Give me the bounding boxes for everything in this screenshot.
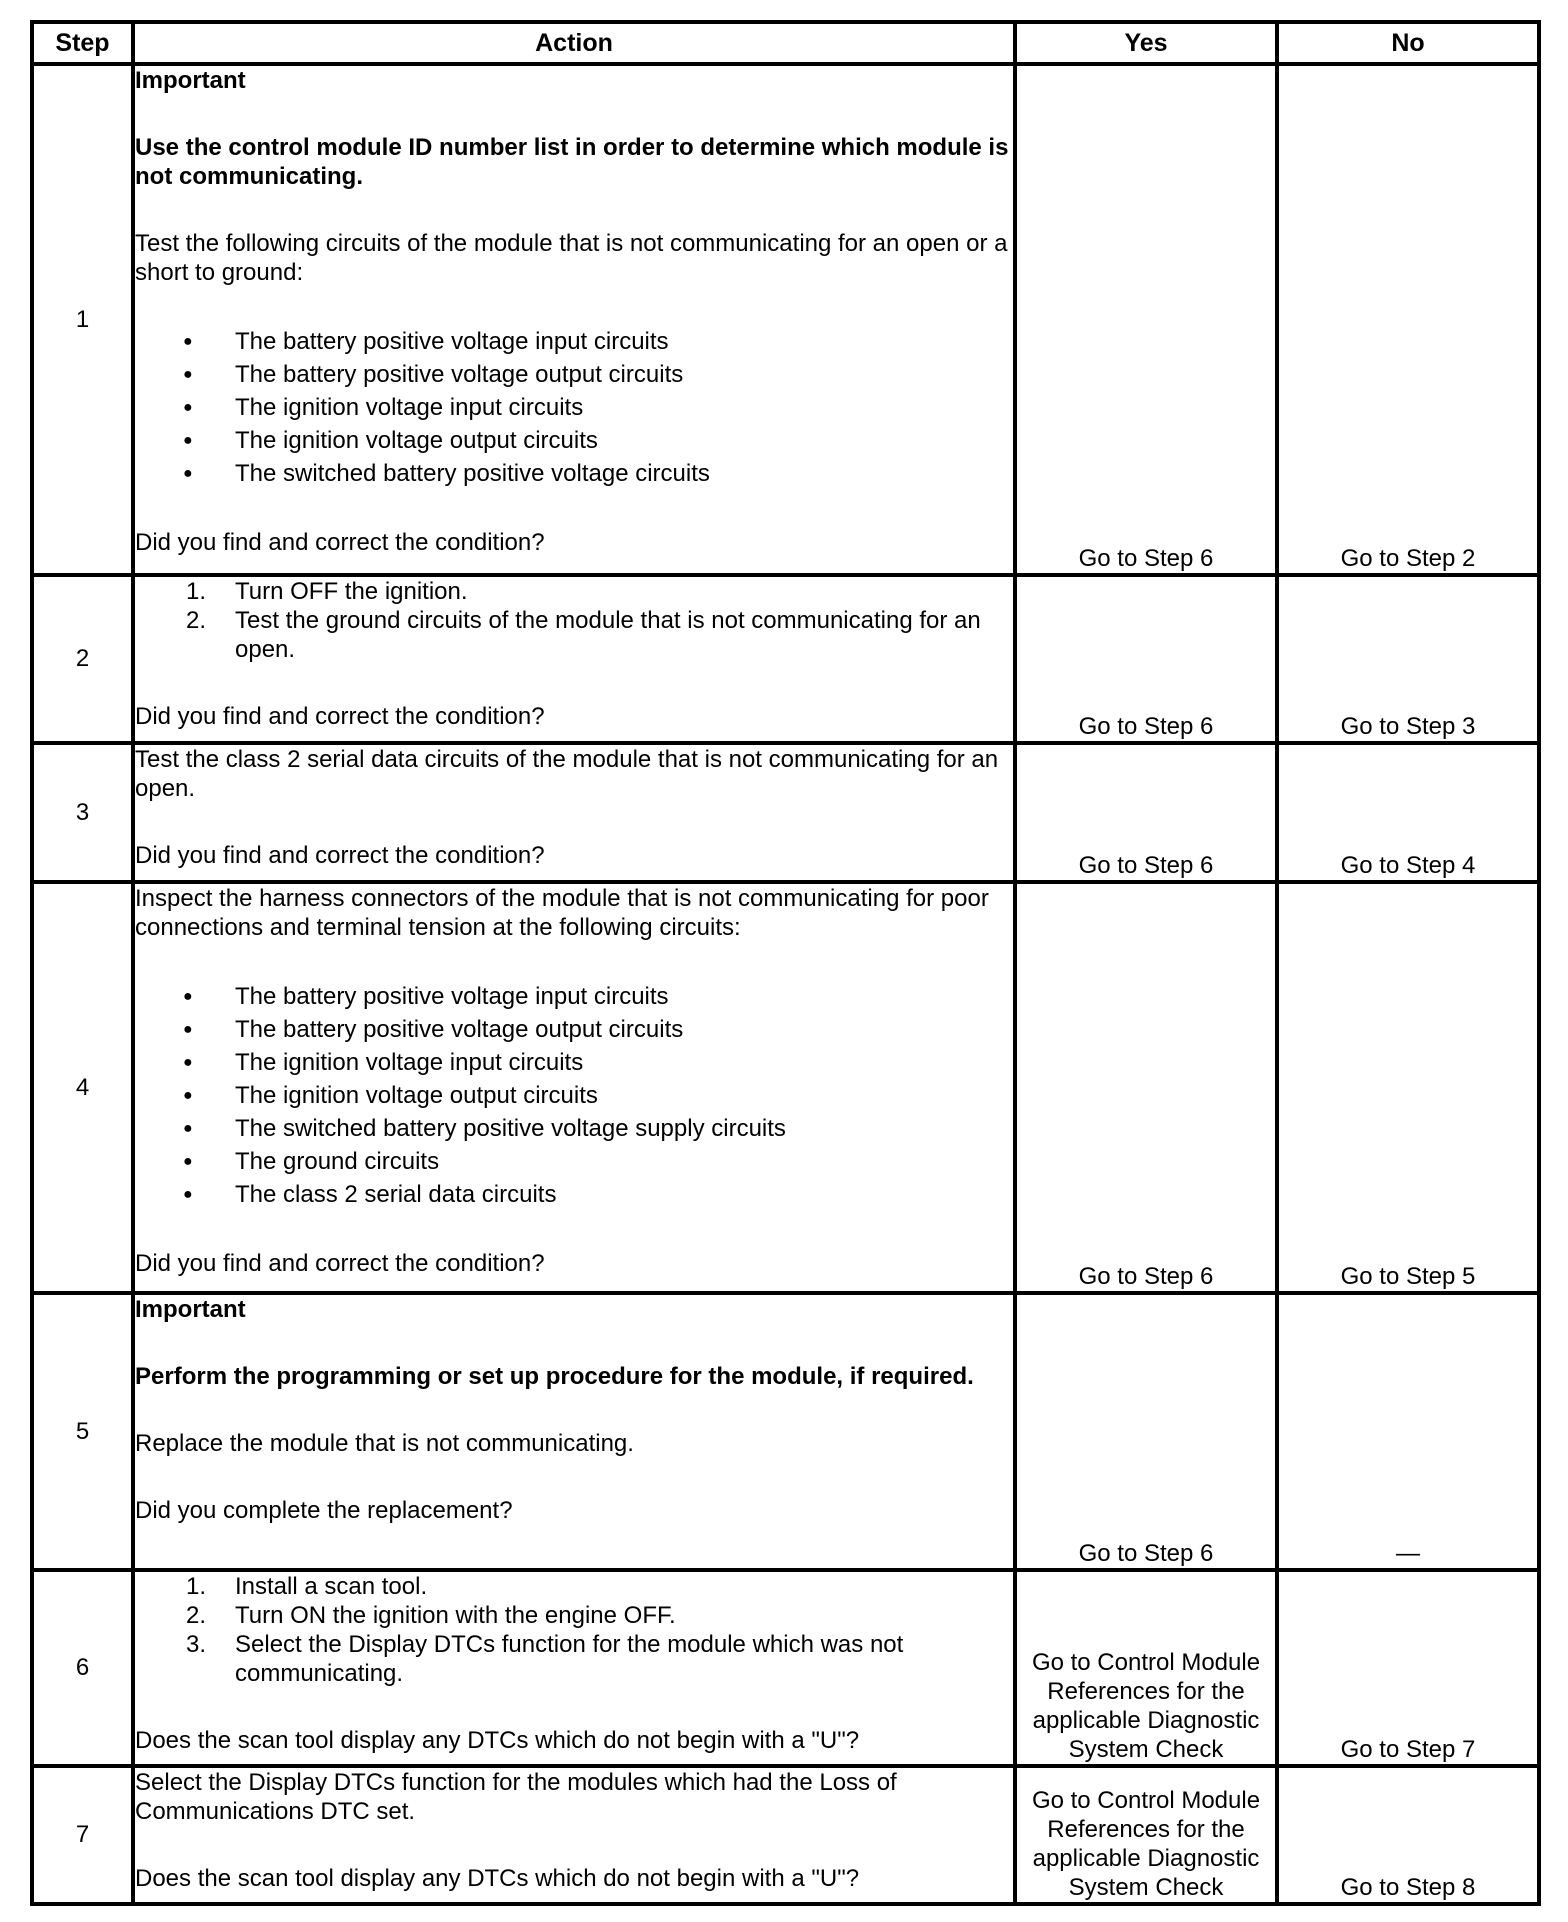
step-row-2: [32, 575, 1539, 743]
yes-result: Go to Step 6: [1015, 64, 1277, 575]
procedure-list: [135, 1572, 1013, 1688]
no-result: Go to Step 8: [1277, 1766, 1539, 1904]
yes-result: Go to Control Module References for the applicable Diagnostic System Check: [1015, 1766, 1277, 1904]
list-item: ● The ignition voltage output circuits: [135, 424, 1013, 457]
action-intro: Test the following circuits of the module that is not communicating for an open or a short to ground:: [135, 230, 1008, 286]
question-text: Does the scan tool display any DTCs which do not begin with a "U"?: [135, 1727, 860, 1754]
action-cell: [133, 575, 1015, 743]
header-yes: Yes: [1015, 22, 1277, 64]
step-number: 1: [32, 64, 133, 575]
question-text: Did you complete the replacement?: [135, 1497, 513, 1524]
step-number: 3: [32, 743, 133, 882]
important-text: Perform the programming or set up procedure for the module, if required.: [135, 1363, 974, 1390]
important-text: Use the control module ID number list in order to determine which module is not communicating.: [135, 134, 1009, 190]
list-item: ● The battery positive voltage input circuits: [135, 980, 1013, 1013]
action-cell: [133, 1293, 1015, 1570]
yes-result: Go to Step 6: [1015, 882, 1277, 1293]
no-result: Go to Step 7: [1277, 1570, 1539, 1766]
circuit-list: [135, 980, 1013, 1211]
circuit-list: [135, 325, 1013, 490]
step-number: 2: [32, 575, 133, 743]
list-item: ● The ignition voltage output circuits: [135, 1079, 1013, 1112]
question-text: Did you find and correct the condition?: [135, 842, 545, 869]
step-row-4: [32, 882, 1539, 1293]
step-row-6: [32, 1570, 1539, 1766]
yes-result: Go to Control Module References for the applicable Diagnostic System Check: [1015, 1570, 1277, 1766]
diagnostic-table: [30, 20, 1541, 1906]
list-item: ● The switched battery positive voltage supply circuits: [135, 1112, 1013, 1145]
header-row: [32, 22, 1539, 64]
list-item: 1. Turn OFF the ignition.: [186, 578, 468, 605]
yes-result: Go to Step 6: [1015, 743, 1277, 882]
important-label: Important: [135, 67, 246, 94]
yes-result: Go to Step 6: [1015, 1293, 1277, 1570]
question-text: Does the scan tool display any DTCs which do not begin with a "U"?: [135, 1865, 860, 1892]
list-item: 1. Install a scan tool.: [186, 1573, 428, 1600]
action-intro: Inspect the harness connectors of the module that is not communicating for poor connections and terminal tension at the following circuits:: [135, 885, 989, 941]
header-no: No: [1277, 22, 1539, 64]
action-intro: Replace the module that is not communicating.: [135, 1430, 634, 1457]
step-row-5: [32, 1293, 1539, 1570]
important-label: Important: [135, 1296, 246, 1323]
step-row-7: [32, 1766, 1539, 1904]
step-number: 5: [32, 1293, 133, 1570]
no-result: Go to Step 3: [1277, 575, 1539, 743]
list-item: ● The battery positive voltage output circuits: [135, 358, 1013, 391]
step-row-1: [32, 64, 1539, 575]
list-item: ● The ignition voltage input circuits: [135, 391, 1013, 424]
action-cell: [133, 1570, 1015, 1766]
step-row-3: [32, 743, 1539, 882]
list-item: ● The switched battery positive voltage circuits: [135, 457, 1013, 490]
list-item: 3. Select the Display DTCs function for the module which was not communicating.: [186, 1631, 904, 1687]
list-item: ● The ignition voltage input circuits: [135, 1046, 1013, 1079]
question-text: Did you find and correct the condition?: [135, 529, 545, 556]
action-cell: [133, 882, 1015, 1293]
header-step: Step: [32, 22, 133, 64]
no-result: Go to Step 4: [1277, 743, 1539, 882]
list-item: 2. Test the ground circuits of the module that is not communicating for an open.: [186, 607, 981, 663]
action-intro: Select the Display DTCs function for the modules which had the Loss of Communications DTC set.: [135, 1769, 897, 1825]
no-result: Go to Step 5: [1277, 882, 1539, 1293]
action-cell: [133, 1766, 1015, 1904]
list-item: ● The ground circuits: [135, 1145, 1013, 1178]
list-item: ● The battery positive voltage input circuits: [135, 325, 1013, 358]
list-item: ● The class 2 serial data circuits: [135, 1178, 1013, 1211]
action-intro: Test the class 2 serial data circuits of the module that is not communicating for an open.: [135, 746, 999, 802]
question-text: Did you find and correct the condition?: [135, 1250, 545, 1277]
yes-result: Go to Step 6: [1015, 575, 1277, 743]
procedure-list: [135, 577, 1013, 664]
question-text: Did you find and correct the condition?: [135, 703, 545, 730]
header-action: Action: [133, 22, 1015, 64]
action-cell: [133, 743, 1015, 882]
step-number: 6: [32, 1570, 133, 1766]
no-result: —: [1277, 1293, 1539, 1570]
action-cell: [133, 64, 1015, 575]
no-result: Go to Step 2: [1277, 64, 1539, 575]
list-item: ● The battery positive voltage output circuits: [135, 1013, 1013, 1046]
list-item: 2. Turn ON the ignition with the engine OFF.: [186, 1602, 676, 1629]
step-number: 4: [32, 882, 133, 1293]
step-number: 7: [32, 1766, 133, 1904]
